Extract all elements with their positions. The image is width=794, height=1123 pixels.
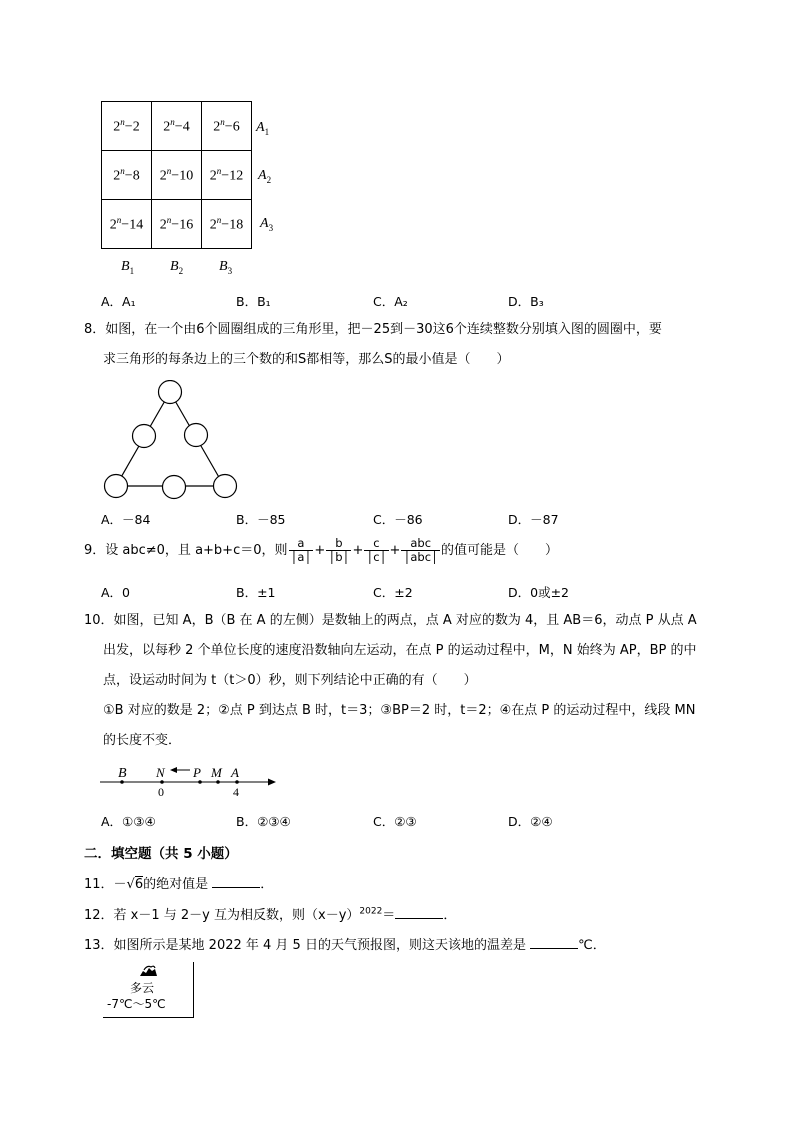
q10-line5: 的长度不变． [103,733,182,748]
q9-prefix: 9．设 abc≠0，且 a+b+c＝0，则 [84,543,288,558]
grid-cell: $2^n-6$ [202,102,252,151]
tick-label-four: 4 [233,785,239,799]
question-13: 13．如图所示是某地 2022 年 4 月 5 日的天气预报图，则这天该地的温差是 ℃． [84,938,606,953]
q7-option-d[interactable]: D．B₃ [508,294,544,309]
point-p-dot [198,780,202,784]
cloudy-icon [138,964,158,978]
triangle-circle [159,381,182,404]
triangle-circle [214,475,237,498]
q11-radicand: 6 [134,877,144,892]
col-label-b2: $B_2$ [170,259,184,276]
q8-option-d[interactable]: D．－87 [508,512,559,527]
row-label-a3: $A_3$ [260,216,274,233]
label-n: N [156,765,165,780]
weather-forecast-box [103,962,194,1018]
q9-option-b[interactable]: B．±1 [236,585,276,600]
q10-option-d[interactable]: D．②④ [508,814,553,829]
q10-line3: 点，设运动时间为 t（t＞0）秒，则下列结论中正确的有（ ） [103,673,477,688]
point-m-dot [216,780,220,784]
label-b: B [118,766,127,781]
triangle-circle [185,424,208,447]
q8-line1: 8．如图，在一个由6个圆圈组成的三角形里，把－25到－30这6个连续整数分别填入图的圆圈中，要 [84,322,662,337]
q11-prefix: 11．－ [84,877,127,892]
label-a: A [231,765,239,780]
label-p: P [193,765,201,780]
grid-cell: $2^n-2$ [102,102,152,151]
grid-cell: $2^n-8$ [102,151,152,200]
grid-cell: $2^n-18$ [202,200,252,249]
question-11: 11．－√6的绝对值是 ． [84,877,274,892]
q8-option-a[interactable]: A．－84 [101,512,151,527]
col-label-b1: $B_1$ [121,259,135,276]
q9-option-d[interactable]: D．0或±2 [508,585,570,600]
weather-condition: 多云 [130,981,155,995]
number-line-figure [100,763,280,799]
fraction: $\frac{c}{│c│}$ [366,536,387,564]
triangle-circle [163,476,186,499]
q10-line4: ①B 对应的数是 2；②点 P 到达点 B 时，t＝3；③BP＝2 时，t＝2；④在点 P 的运动过程中，线段 MN [103,703,696,718]
question-9: 9．设 abc≠0，且 a+b+c＝0，则 $\frac{a}{│a│}$ + $\frac{b}{│b│}$ + $\frac{c}{│c│}$ + $\frac{\text{abc}}{\text{│abc│}}$ 的值可能是（ ） [84,536,558,564]
q10-option-c[interactable]: C．②③ [373,814,417,829]
point-n-dot [160,780,164,784]
circle-triangle-figure [100,380,240,502]
fraction: $\frac{a}{│a│}$ [290,536,312,564]
q9-suffix: 的值可能是（ ） [440,543,558,558]
q8-line2: 求三角形的每条边上的三个数的和S都相等，那么S的最小值是（ ） [103,352,510,367]
q9-option-a[interactable]: A．0 [101,585,131,600]
grid-cell: $2^n-16$ [152,200,202,249]
question-8 [84,315,714,375]
row-label-a2: $A_2$ [258,168,272,185]
triangle-circle [133,425,156,448]
label-m: M [211,765,222,780]
q7-option-c[interactable]: C．A₂ [373,294,408,309]
q13-answer-blank[interactable] [530,936,578,949]
grid-cell: $2^n-14$ [102,200,152,249]
q8-option-b[interactable]: B．－85 [236,512,286,527]
q11-suffix: 的绝对值是 [143,877,209,892]
weather-temperature-range: -7℃～5℃ [107,997,166,1011]
q10-option-b[interactable]: B．②③④ [236,814,291,829]
question-12: 12．若 x－1 与 2－y 互为相反数，则$(x-y)^{2022}=$ ． [84,906,457,923]
q9-option-c[interactable]: C．±2 [373,585,413,600]
power-grid-table [101,101,252,249]
q7-option-a[interactable]: A．A₁ [101,294,136,309]
point-a-dot [235,780,239,784]
q12-answer-blank[interactable] [395,906,443,919]
sqrt-icon: √ [126,877,135,892]
q8-option-c[interactable]: C．－86 [373,512,423,527]
tick-label-zero: 0 [158,785,164,799]
grid-cell: $2^n-4$ [152,102,202,151]
grid-cell: $2^n-12$ [202,151,252,200]
triangle-circle [105,475,128,498]
row-label-a1: $A_1$ [256,120,270,137]
axis-arrow-icon [268,779,276,786]
q10-option-a[interactable]: A．①③④ [101,814,156,829]
q10-line2: 出发，以每秒 2 个单位长度的速度沿数轴向左运动，在点 P 的运动过程中，M，N 始终为 AP，BP 的中 [103,643,697,658]
q12-prefix: 12．若 x－1 与 2－y 互为相反数，则（x－y） [84,908,360,923]
q7-option-b[interactable]: B．B₁ [236,294,271,309]
q13-text: 13．如图所示是某地 2022 年 4 月 5 日的天气预报图，则这天该地的温差是 [84,938,526,953]
grid-cell: $2^n-10$ [152,151,202,200]
fraction: $\frac{\text{abc}}{\text{│abc│}}$ [403,536,438,564]
section-title: 二．填空题（共 5 小题） [84,846,238,862]
q10-line1: 10．如图，已知 A，B（B 在 A 的左侧）是数轴上的两点，点 A 对应的数为 4，且 AB＝6，动点 P 从点 A [84,613,697,628]
col-label-b3: $B_3$ [219,259,233,276]
question-10 [84,606,724,756]
fraction: $\frac{b}{│b│}$ [328,536,350,564]
q12-exponent: 2022 [359,906,383,917]
q11-answer-blank[interactable] [212,875,260,888]
